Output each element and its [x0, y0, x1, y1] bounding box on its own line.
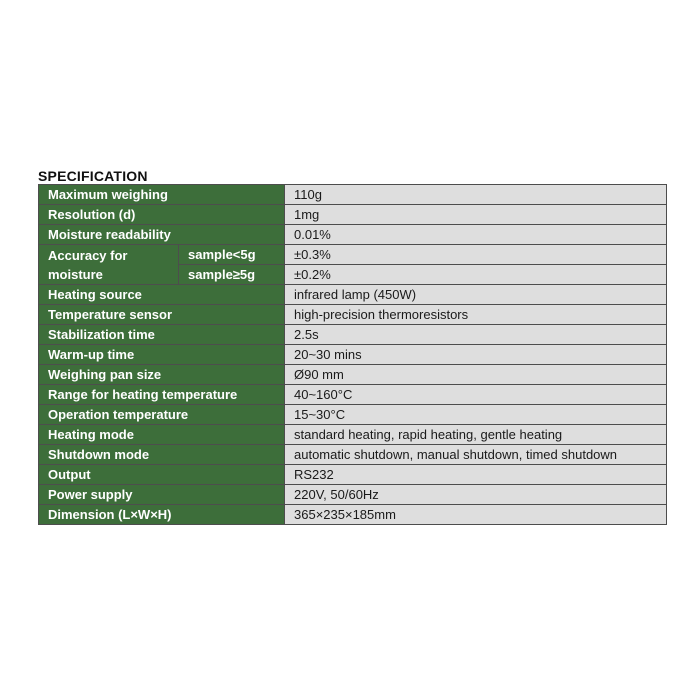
row-label: Warm-up time: [39, 345, 285, 365]
row-value: 220V, 50/60Hz: [285, 485, 667, 505]
table-row: [39, 305, 667, 325]
row-label: Range for heating temperature: [39, 385, 285, 405]
spec-title: SPECIFICATION: [38, 168, 148, 184]
row-value: RS232: [285, 465, 667, 485]
row-value: infrared lamp (450W): [285, 285, 667, 305]
table-row: [39, 185, 667, 205]
table-row: [39, 505, 667, 525]
row-value: 1mg: [285, 205, 667, 225]
table-row: [39, 385, 667, 405]
row-label: Heating mode: [39, 425, 285, 445]
table-row: [39, 425, 667, 445]
table-row: [39, 245, 667, 265]
table-row: [39, 285, 667, 305]
row-label: Weighing pan size: [39, 365, 285, 385]
row-value: 40~160°C: [285, 385, 667, 405]
row-value: 110g: [285, 185, 667, 205]
row-value: 20~30 mins: [285, 345, 667, 365]
table-row: [39, 345, 667, 365]
table-row: [39, 485, 667, 505]
accuracy-sub-value: ±0.3%: [285, 245, 667, 265]
row-value: 365×235×185mm: [285, 505, 667, 525]
row-value: Ø90 mm: [285, 365, 667, 385]
row-label: Shutdown mode: [39, 445, 285, 465]
row-label: Dimension (L×W×H): [39, 505, 285, 525]
spec-table: [38, 184, 667, 525]
table-row: [39, 405, 667, 425]
accuracy-sub-value: ±0.2%: [285, 265, 667, 285]
accuracy-label-line2: moisture: [48, 266, 103, 282]
row-label: Power supply: [39, 485, 285, 505]
row-label: Temperature sensor: [39, 305, 285, 325]
row-value: 15~30°C: [285, 405, 667, 425]
table-row: [39, 205, 667, 225]
accuracy-sub-label: sample<5g: [179, 245, 285, 265]
row-label: Stabilization time: [39, 325, 285, 345]
table-row: [39, 365, 667, 385]
accuracy-sub-label: sample≥5g: [179, 265, 285, 285]
accuracy-label: [39, 245, 179, 285]
row-label: Heating source: [39, 285, 285, 305]
row-label: Operation temperature: [39, 405, 285, 425]
table-row: [39, 445, 667, 465]
accuracy-label-line1: Accuracy for: [48, 247, 128, 263]
table-row: [39, 465, 667, 485]
row-label: Resolution (d): [39, 205, 285, 225]
row-label: Maximum weighing: [39, 185, 285, 205]
row-value: automatic shutdown, manual shutdown, timed shutdown: [285, 445, 667, 465]
row-value: standard heating, rapid heating, gentle heating: [285, 425, 667, 445]
row-value: high-precision thermoresistors: [285, 305, 667, 325]
row-value: 0.01%: [285, 225, 667, 245]
row-label: Moisture readability: [39, 225, 285, 245]
table-row: [39, 325, 667, 345]
table-row: [39, 225, 667, 245]
row-label: Output: [39, 465, 285, 485]
row-value: 2.5s: [285, 325, 667, 345]
